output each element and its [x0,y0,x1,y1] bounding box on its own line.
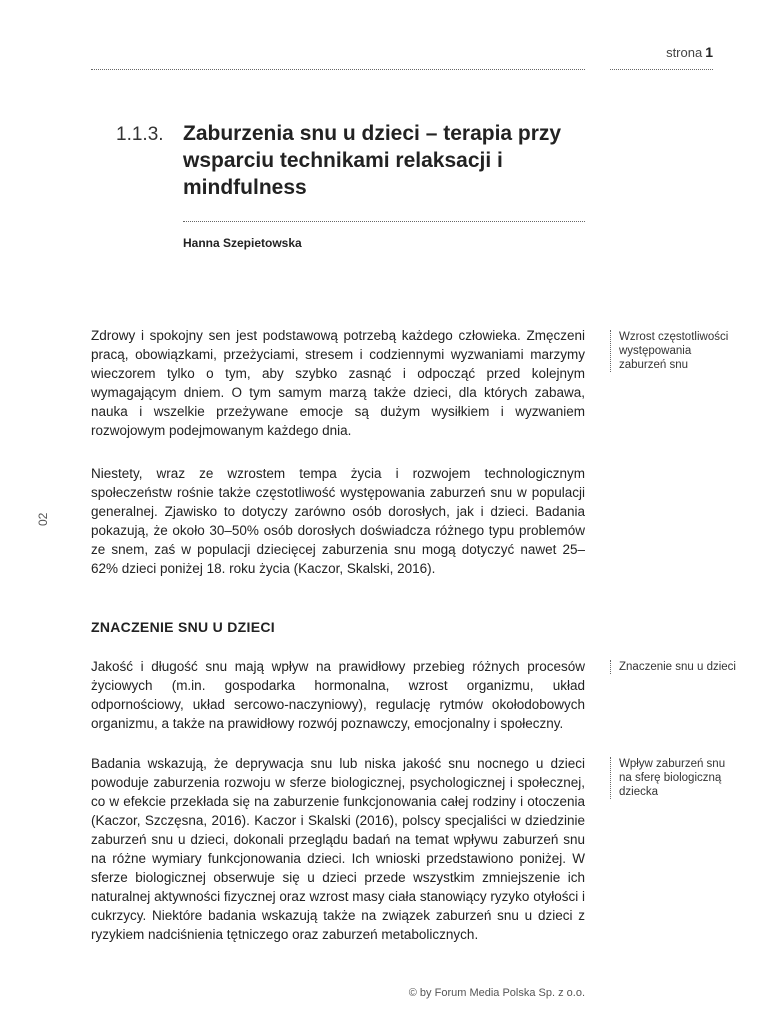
margin-note-frequency: Wzrost częstotliwości występowania zaburzeń snu [610,330,737,372]
section-number: 1.1.3. [116,124,164,145]
page-number: 1 [705,44,713,60]
subheading: ZNACZENIE SNU U DZIECI [91,619,275,635]
paragraph-effects: Badania wskazują, że deprywacja snu lub niska jakość snu nocnego u dzieci powoduje zaburzenia rozwoju w sferze biologicznej, psychologicznej i społecznej, co w efekcie przekłada się na zaburzenie funkcjonowania całej rodziny i otoczenia (Kaczor, Szczęsna, 2016). Kaczor i Skalski (2016), polscy specjaliści w dziedzinie zaburzeń snu u dzieci, dokonali przeglądu badań na temat wpływu zaburzeń snu na różne wymiary funkcjonowania dzieci. Ich wnioski przedstawiono poniżej. W sferze biologicznej obserwuje się u dzieci przede wszystkim zmniejszenie ich naturalnej aktywności fizycznej oraz wzrost masy ciała stanowiący ryzyko otyłości i cukrzycy. Niektóre badania wskazują także na związek zaburzeń snu u dzieci z ryzykiem nadciśnienia tętniczego oraz zaburzeń metabolicznych. [91,756,585,942]
title-divider [183,221,585,222]
page-label [560,44,713,60]
margin-note-biological: Wpływ zaburzeń snu na sferę biologiczną dziecka [610,757,737,799]
paragraph-intro: Zdrowy i spokojny sen jest podstawową potrzebą każdego człowieka. Zmęczeni pracą, obowiązkami, przeżyciami, stresem i codziennymi wyzwaniami marzymy wieczorem tylko o tym, aby szybko zasnąć i odpocząć przed kolejnym wymagającym dniem. O tym samym marzą także dzieci, dla których zabawa, nauka i wszelkie przeżywane emocje są dużym wysiłkiem i wyzwaniem rozwojowym podejmowanym każdego dnia. [91,328,585,438]
top-divider-margin [610,69,713,70]
paragraph-frequency: Niestety, wraz ze wzrostem tempa życia i rozwojem technologicznym społeczeństw rośnie także częstotliwość występowania zaburzeń snu w populacji generalnej. Zjawisko to dotyczy zarówno osób dorosłych, jak i dzieci. Badania pokazują, że około 30–50% osób dorosłych doświadcza różnego typu problemów ze snem, zaś w populacji dziecięcej zaburzenia snu mogą dotyczyć nawet 25–62% dzieci poniżej 18. roku życia (Kaczor, Skalski, 2016). [91,466,585,576]
section-title: Zaburzenia snu u dzieci – terapia przy wsparciu technikami relaksacji i mindfulness [183,122,562,199]
side-page-number: 02 [36,512,50,526]
top-divider-main [91,69,585,70]
page-word: strona [666,45,703,60]
copyright-footer: © by Forum Media Polska Sp. z o.o. [408,987,585,999]
paragraph-importance: Jakość i długość snu mają wpływ na prawidłowy przebieg różnych procesów życiowych (m.in. gospodarka hormonalna, wzrost organizmu, układ odpornościowy, układ sercowo-naczyniowy), regulację rytmów okołodobowych organizmu, a także na prawidłowy rozwój poznawczy, emocjonalny i społeczny. [91,659,585,731]
margin-note-importance: Znaczenie snu u dzieci [610,660,737,674]
author-name: Hanna Szepietowska [183,236,302,250]
